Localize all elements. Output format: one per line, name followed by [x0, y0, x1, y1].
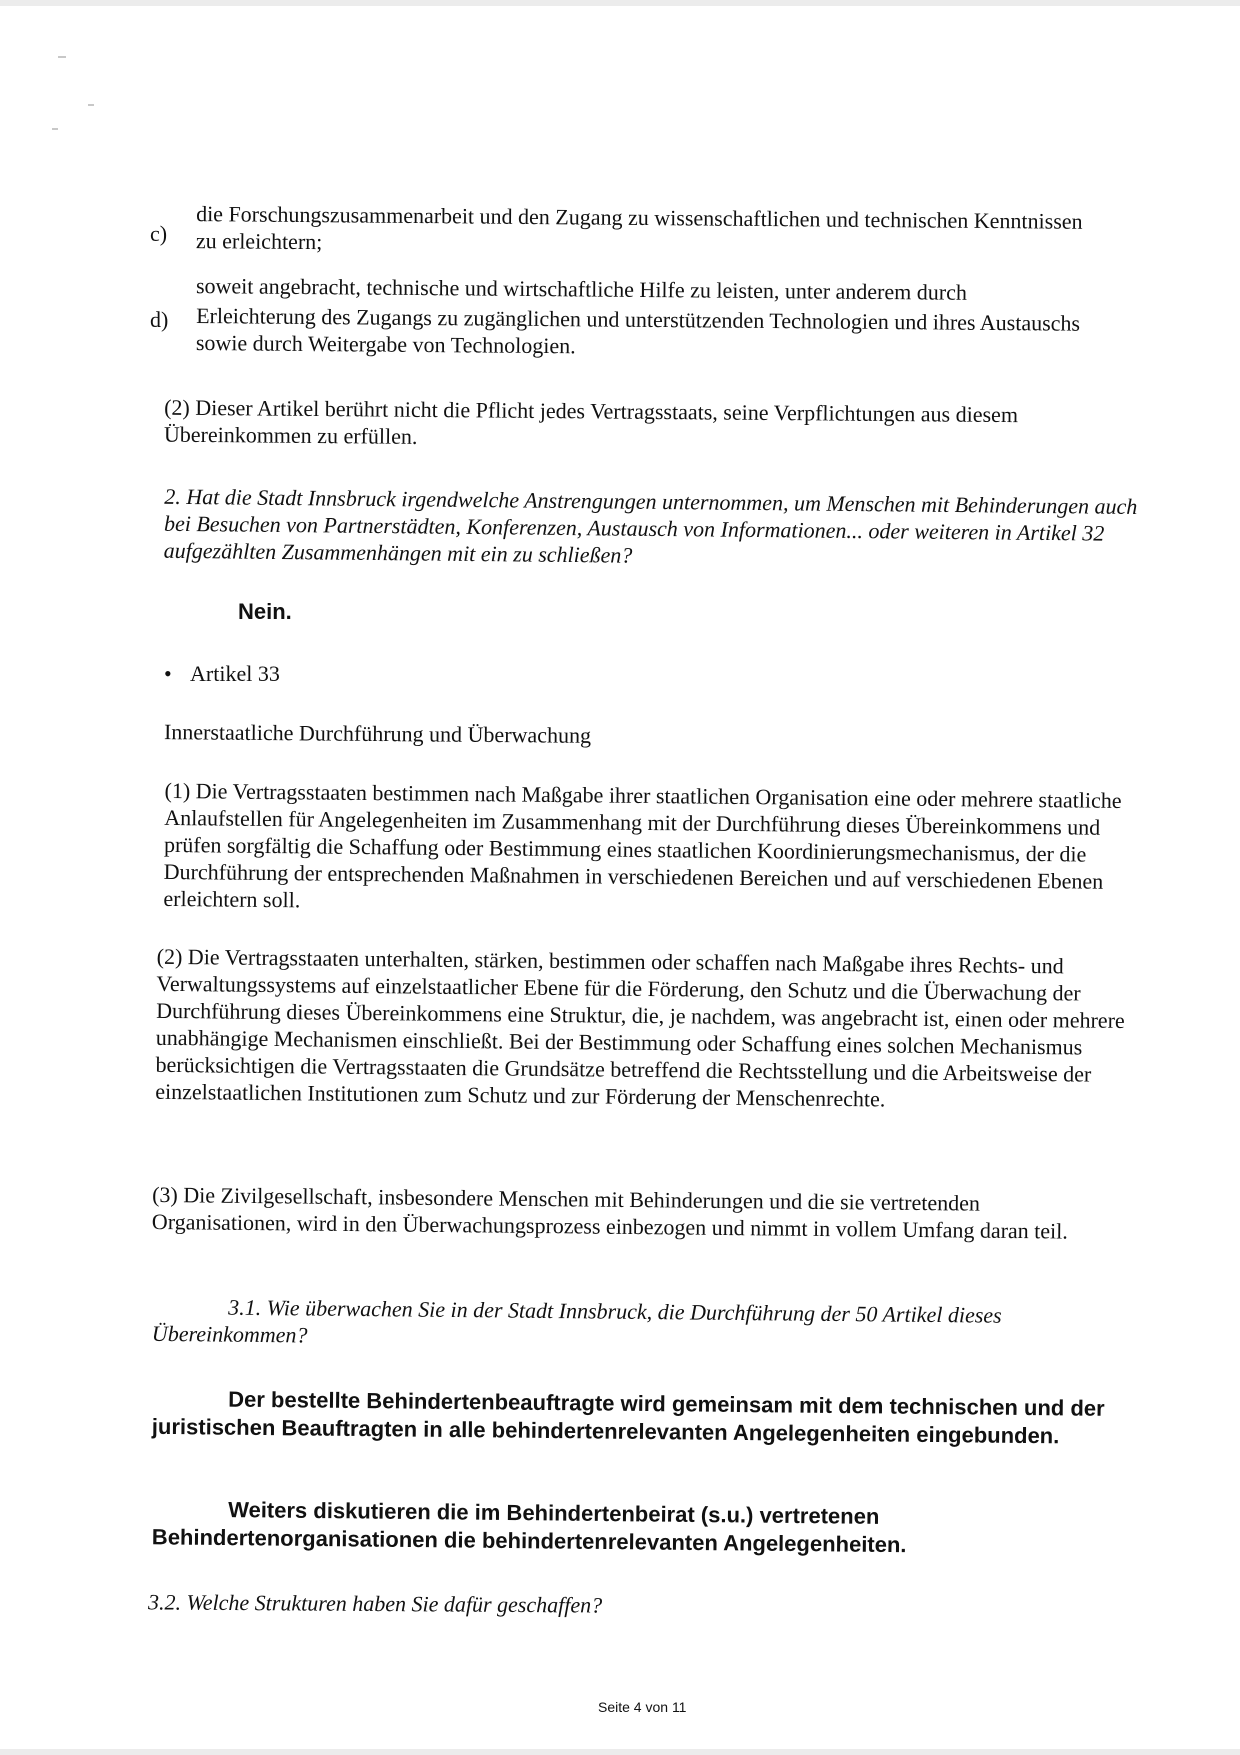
question-2: 2. Hat die Stadt Innsbruck irgendwelche Anstrengungen unternommen, um Menschen mit Behinderungen auch bei Besuchen von Partnerstädten, Konferenzen, Austausch von Informationen... oder weiteren in Artikel 32 aufgezählten Zusammenhängen mit ein zu schließen? — [163, 483, 1138, 568]
list-item-d-intro: soweit angebracht, technische und wirtschaftliche Hilfe zu leisten, unter anderem durch — [195, 273, 968, 305]
answer-3-1-a: Der bestellte Behindertenbeauftragte wird gemeinsam mit dem technischen und der juristischen Beauftragten in alle behindertenrelevanten Angelegenheiten eingebunden. — [151, 1386, 1105, 1449]
list-marker-d: d) — [150, 307, 169, 332]
bullet-icon: • — [164, 661, 172, 686]
list-marker-c: c) — [150, 221, 168, 246]
scan-speck — [52, 128, 58, 130]
article-title: Innerstaatliche Durchführung und Überwachung — [163, 719, 592, 748]
scan-edge-top — [0, 0, 1240, 6]
list-item-c: die Forschungszusammenarbeit und den Zugang zu wissenschaftlichen und technischen Kenntnissen zu erleichtern; — [195, 201, 1083, 255]
scan-speck — [58, 56, 66, 58]
question-3-2: 3.2. Welche Strukturen haben Sie dafür geschaffen? — [147, 1589, 603, 1618]
answer-2: Nein. — [238, 599, 292, 624]
page-number: Seite 4 von 11 — [598, 1699, 687, 1715]
article-heading: Artikel 33 — [190, 661, 280, 686]
paragraph-art32-2: (2) Dieser Artikel berührt nicht die Pflicht jedes Vertragsstaats, seine Verpflichtungen aus diesem Übereinkommen zu erfüllen. — [163, 394, 1019, 449]
scan-edge-bottom — [0, 1749, 1240, 1755]
question-3-1: 3.1. Wie überwachen Sie in der Stadt Innsbruck, die Durchführung der 50 Artikel dieses Übereinkommen? — [151, 1294, 1002, 1348]
paragraph-art33-2: (2) Die Vertragsstaaten unterhalten, stärken, bestimmen oder schaffen nach Maßgabe ihres Rechts- und Verwaltungssystems auf einzelstaatlicher Ebene für die Förderung, den Schutz und die Überwachung der Durchführung dieses Übereinkommens eine Struktur, die, je nachdem, was angebracht ist, einen oder mehrere unabhängige Mechanismen einschließt. Bei der Bestimmung oder Schaffung eines solchen Mechanismus berücksichtigen die Vertragsstaaten die Grundsätze betreffend die Rechtsstellung und die Arbeitsweise der einzelstaatlichen Institutionen zum Schutz und zur Förderung der Menschenrechte. — [155, 943, 1125, 1112]
paragraph-art33-3: (3) Die Zivilgesellschaft, insbesondere Menschen mit Behinderungen und die sie vertretenden Organisationen, wird in den Überwachungsprozess einbezogen und nimmt in vollem Umfang daran teil. — [151, 1181, 1068, 1244]
list-item-d: Erleichterung des Zugangs zu zugänglichen und unterstützenden Technologien und ihres Austauschs sowie durch Weitergabe von Technologien. — [195, 302, 1081, 359]
paragraph-art33-1: (1) Die Vertragsstaaten bestimmen nach Maßgabe ihrer staatlichen Organisation eine oder mehrere staatliche Anlaufstellen für Angelegenheiten im Zusammenhang mit der Durchführung dieses Übereinkommens und prüfen sorgfältig die Schaffung oder Bestimmung eines staatlichen Koordinierungsmechanismus, der die Durchführung der entsprechenden Maßnahmen in verschiedenen Bereichen und auf verschiedenen Ebenen erleichtern soll. — [163, 777, 1122, 913]
scan-speck — [88, 104, 94, 106]
answer-3-1-b: Weiters diskutieren die im Behindertenbeirat (s.u.) vertretenen Behindertenorganisationen die behindertenrelevanten Angelegenheiten. — [151, 1497, 907, 1558]
